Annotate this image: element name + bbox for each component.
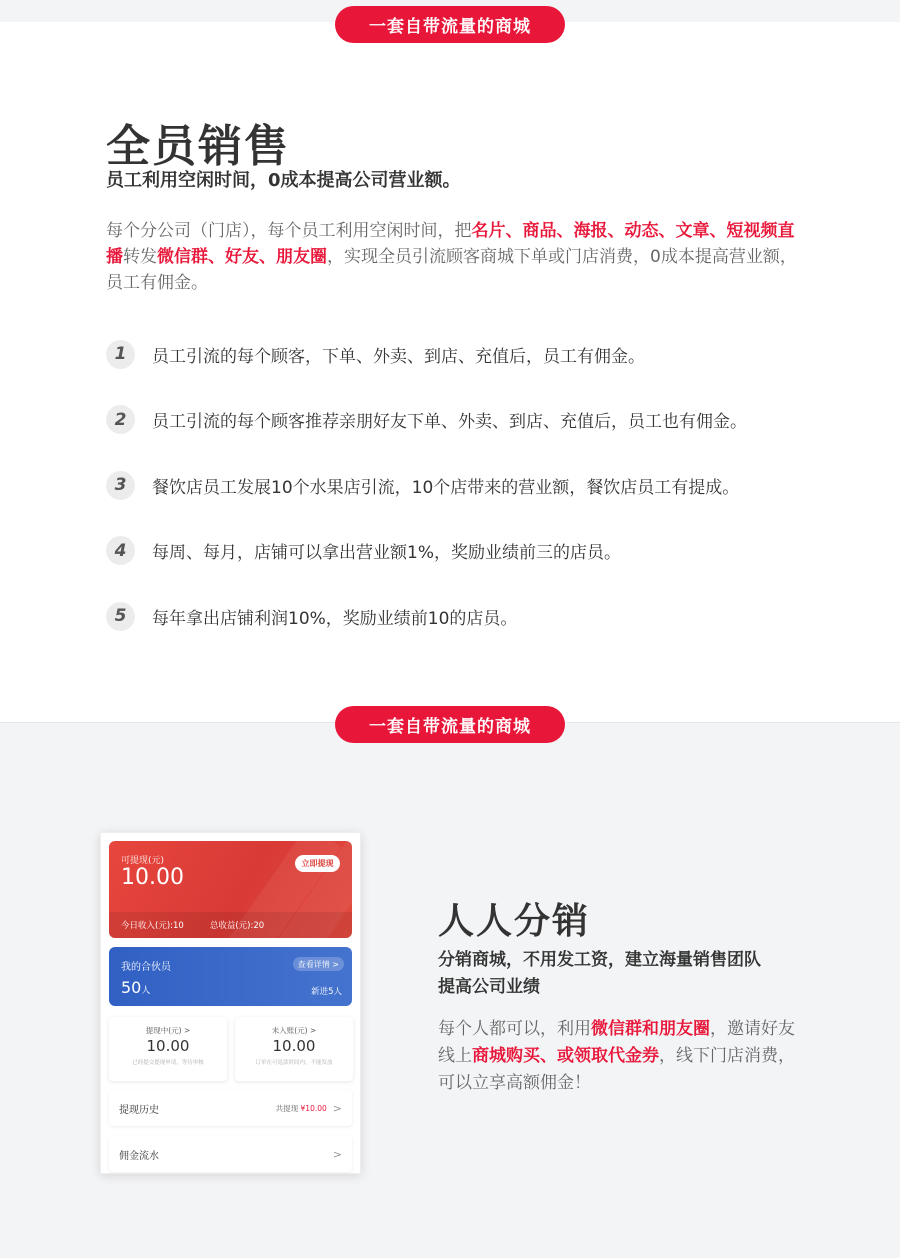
- para2-highlight-1: 微信群和朋友圈: [591, 1019, 710, 1039]
- para-text-2: 转发: [123, 247, 157, 267]
- withdrawing-label: 提现中(元) >: [145, 1026, 191, 1035]
- banner-pill-top: 一套自带流量的商城: [335, 6, 565, 43]
- list-item-text: 每周、每月，店铺可以拿出营业额1%，奖励业绩前三的店员。: [152, 543, 621, 563]
- section1-paragraph: [106, 218, 806, 296]
- total-income: 总收益(元):20: [209, 921, 265, 931]
- chevron-right-icon: >: [332, 1101, 342, 1115]
- number-badge: 3: [106, 471, 135, 500]
- pending-label: 未入账(元) >: [271, 1026, 317, 1035]
- para2-highlight-2: 商城购买、或领取代金券: [472, 1046, 659, 1066]
- section2-subtitle: [438, 947, 798, 1001]
- benefit-list: [106, 338, 846, 666]
- history-note-prefix: 共提现: [275, 1103, 301, 1113]
- para-highlight-1: 名片、商品、海报、动态、文章、短视频直播: [106, 221, 795, 267]
- section2-title: 人人分销: [438, 901, 591, 942]
- para-text-3: ，实现全员引流顾客商城下单或门店消费，0成本提高营业额，员工有佣金。: [106, 247, 797, 293]
- history-note-amount: ¥10.00: [300, 1103, 327, 1113]
- new-partners: 新进5人: [311, 987, 342, 997]
- withdraw-history-row[interactable]: [109, 1090, 352, 1126]
- list-item: [106, 404, 846, 436]
- today-income: 今日收入(元):10: [121, 921, 184, 931]
- number-badge: 2: [106, 405, 135, 434]
- list-item: [106, 535, 846, 567]
- withdraw-button[interactable]: 立即提现: [295, 855, 340, 872]
- withdrawing-card[interactable]: [109, 1017, 227, 1081]
- section2-subtitle-line1: 分销商城，不用发工资，建立海量销售团队: [438, 950, 761, 970]
- pending-card[interactable]: [235, 1017, 353, 1081]
- list-item-text: 员工引流的每个顾客推荐亲朋好友下单、外卖、到店、充值后，员工也有佣金。: [152, 412, 747, 432]
- list-item: [106, 469, 846, 501]
- para2-text-3: ，线下门店消费，可以立享高额佣金！: [438, 1046, 795, 1093]
- history-label: 提现历史: [119, 1104, 159, 1116]
- partners-count: [121, 978, 150, 997]
- pending-note: 订单在可退款时间内，不能发放: [255, 1060, 333, 1066]
- section2-subtitle-line2: 提高公司业绩: [438, 977, 540, 997]
- commission-label: 佣金流水: [119, 1150, 159, 1162]
- list-item: [106, 600, 846, 632]
- partners-unit: 人: [141, 986, 151, 996]
- partners-card: [109, 947, 352, 1006]
- withdrawable-label: 可提现(元): [121, 856, 165, 866]
- view-detail-button[interactable]: 查看详情 >: [293, 957, 344, 971]
- list-item: [106, 338, 846, 370]
- section1-title: 全员销售: [106, 121, 290, 172]
- withdrawable-amount: 10.00: [121, 865, 184, 890]
- section2-paragraph: [438, 1016, 803, 1097]
- withdrawing-amount: 10.00: [146, 1037, 190, 1055]
- para2-text-1: 每个人都可以，利用: [438, 1019, 591, 1039]
- section1-subtitle: 员工利用空闲时间，0成本提高公司营业额。: [106, 170, 461, 191]
- chevron-right-icon: >: [332, 1147, 342, 1161]
- phone-mockup: [100, 832, 361, 1174]
- list-item-text: 餐饮店员工发展10个水果店引流，10个店带来的营业额，餐饮店员工有提成。: [152, 477, 740, 498]
- list-item-text: 员工引流的每个顾客，下单、外卖、到店、充值后，员工有佣金。: [152, 346, 645, 367]
- para2-text-2: ，邀请好友线上: [438, 1019, 795, 1066]
- commission-row[interactable]: [109, 1136, 352, 1172]
- list-item-text: 每年拿出店铺利润10%，奖励业绩前10的店员。: [152, 608, 518, 629]
- partners-count-value: 50: [121, 978, 142, 997]
- para-highlight-2: 微信群、好友、朋友圈: [157, 247, 327, 267]
- withdraw-card: [109, 841, 352, 938]
- number-badge: 5: [106, 602, 135, 631]
- income-summary: [109, 912, 352, 938]
- para-text-1: 每个分公司（门店），每个员工利用空闲时间，把: [106, 221, 472, 241]
- history-note: [276, 1103, 327, 1114]
- number-badge: 1: [106, 340, 135, 369]
- partners-label: 我的合伙员: [121, 962, 171, 973]
- banner-pill-middle: 一套自带流量的商城: [335, 706, 565, 743]
- pending-amount: 10.00: [272, 1037, 316, 1055]
- withdrawing-note: 已经提交提现申请，等待审核: [132, 1060, 204, 1066]
- number-badge: 4: [106, 536, 135, 565]
